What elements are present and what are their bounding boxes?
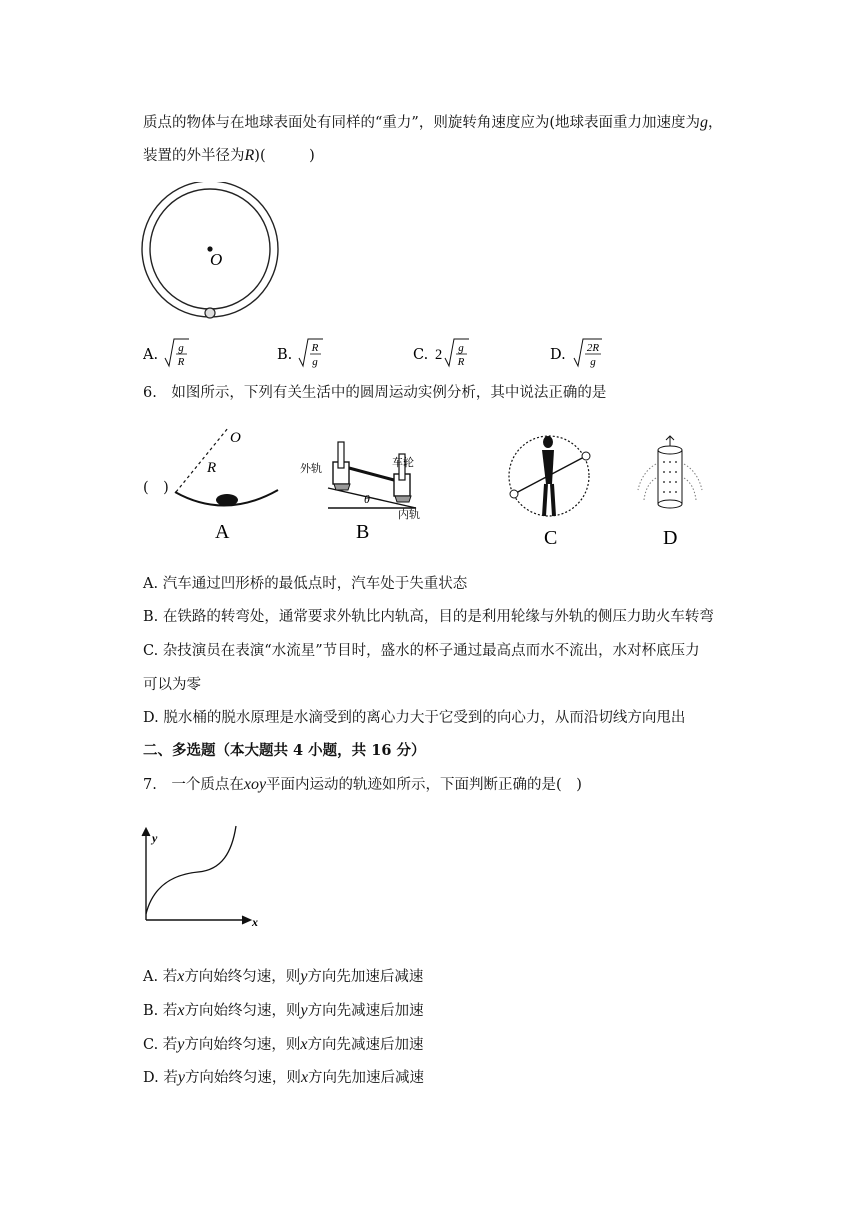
q7-option-c: C. 若y方向始终匀速，则x方向先减速后加速 xyxy=(143,1036,424,1053)
q7-option-a: A. 若x方向始终匀速，则y方向先加速后减速 xyxy=(143,968,424,985)
q6-option-c: C. 杂技演员在表演“水流星”节目时，盛水的杯子通过最高点而水不流出，水对杯底压力 xyxy=(143,643,700,659)
q5-stem-line2: 装置的外半径为R)( ) xyxy=(143,147,315,164)
ring-center-label: O xyxy=(210,250,223,269)
svg-text:g: g xyxy=(178,342,184,354)
svg-text:g: g xyxy=(590,356,596,368)
svg-text:R: R xyxy=(457,356,465,368)
svg-text:θ: θ xyxy=(364,492,370,506)
q6-figure-d xyxy=(630,432,710,552)
q5-option-a xyxy=(143,336,253,378)
svg-text:D: D xyxy=(663,527,678,549)
svg-text:g: g xyxy=(312,356,318,368)
svg-text:车轮: 车轮 xyxy=(392,456,414,469)
svg-text:2R: 2R xyxy=(586,342,600,354)
svg-text:R: R xyxy=(177,356,185,368)
q5-figure-ring xyxy=(140,182,280,324)
svg-text:D.: D. xyxy=(550,347,566,363)
svg-text:C: C xyxy=(544,527,558,549)
q6-figure-c xyxy=(502,432,602,552)
svg-text:内轨: 内轨 xyxy=(398,508,420,521)
svg-text:C.: C. xyxy=(413,347,429,363)
svg-text:外轨: 外轨 xyxy=(300,462,322,475)
svg-text:R: R xyxy=(311,342,319,354)
svg-text:2: 2 xyxy=(435,347,443,363)
q7-axis-x-label: x xyxy=(252,915,258,929)
section-heading-multiple-choice: 二、多选题（本大题共 4 小题，共 16 分） xyxy=(143,742,426,759)
q6-option-d: D. 脱水桶的脱水原理是水滴受到的离心力大于它受到的向心力，从而沿切线方向甩出 xyxy=(143,710,686,726)
svg-text:A.: A. xyxy=(143,347,159,363)
svg-text:g: g xyxy=(458,342,464,354)
q7-figure-trajectory xyxy=(138,822,268,932)
svg-text:R: R xyxy=(207,460,217,476)
q7-axis-y-label: y xyxy=(152,831,158,845)
q5-option-c xyxy=(413,336,523,378)
q6-figure-a xyxy=(170,420,285,548)
q5-option-b xyxy=(277,336,387,378)
q6-stem: 6. 如图所示，下列有关生活中的圆周运动实例分析，其中说法正确的是 xyxy=(143,385,607,401)
svg-text:O: O xyxy=(230,430,241,446)
q6-figure-b xyxy=(298,428,428,548)
q5-stem-line1: 质点的物体与在地球表面处有同样的“重力”，则旋转角速度应为(地球表面重力加速度为g， xyxy=(143,114,723,131)
q7-option-d: D. 若y方向始终匀速，则x方向先加速后减速 xyxy=(143,1069,425,1086)
q7-stem: 7. 一个质点在xoy平面内运动的轨迹如所示，下面判断正确的是( ) xyxy=(143,776,582,793)
svg-text:B: B xyxy=(356,521,370,543)
q6-option-b: B. 在铁路的转弯处，通常要求外轨比内轨高，目的是利用轮缘与外轨的侧压力助火车转弯 xyxy=(143,609,714,625)
q6-paren: ( ) xyxy=(143,480,169,496)
svg-text:A: A xyxy=(215,521,230,543)
svg-text:B.: B. xyxy=(277,347,293,363)
q7-option-b: B. 若x方向始终匀速，则y方向先减速后加速 xyxy=(143,1002,424,1019)
q5-option-d xyxy=(550,336,660,378)
q6-option-a: A. 汽车通过凹形桥的最低点时，汽车处于失重状态 xyxy=(143,576,468,592)
q6-option-c-cont: 可以为零 xyxy=(143,677,201,693)
